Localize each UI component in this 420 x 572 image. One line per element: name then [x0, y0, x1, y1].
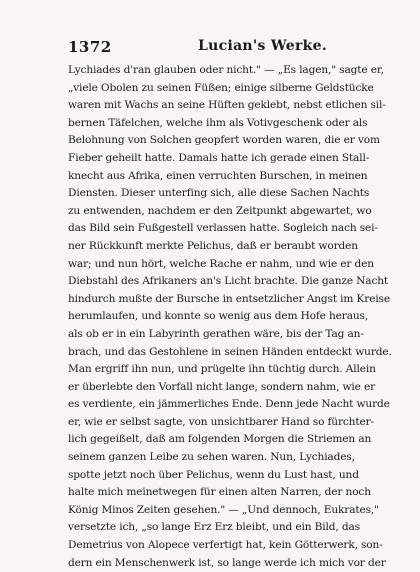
text-line: „viele Obolen zu seinen Füßen; einige silberne Geldstücke	[68, 81, 374, 94]
text-line: hindurch mußte der Bursche in entsetzlicher Angst im Kreise	[68, 292, 390, 305]
text-line: waren mit Wachs an seine Hüften geklebt, nebst etlichen sil-	[68, 99, 386, 112]
text-line: herumlaufen, und konnte so wenig aus dem Hofe heraus,	[68, 310, 369, 323]
text-line: er überlebte den Vorfall nicht lange, sondern nahm, wie er	[68, 380, 376, 393]
text-line: Demetrius von Alopece verfertigt hat, kein Götterwerk, son-	[68, 539, 383, 552]
text-line: Diensten. Dieser unterfing sich, alle diese Sachen Nachts	[68, 187, 370, 200]
text-line: war; und nun hört, welche Rache er nahm, und wie er den	[68, 257, 374, 270]
text-line: das Bild sein Fußgestell verlassen hatte. Sogleich nach sei-	[68, 222, 378, 235]
running-head: Lucian's Werke.	[198, 38, 328, 54]
text-line: es verdiente, ein jämmerliches Ende. Denn jede Nacht wurde	[68, 398, 390, 411]
text-line: König Minos Zeiten gesehen." — „Und dennoch, Eukrates,"	[68, 503, 379, 516]
text-line: knecht aus Afrika, einen verruchten Burschen, in meinen	[68, 169, 368, 182]
text-line: Lychiades d'ran glauben oder nicht." — „Es lagen," sagte er,	[68, 64, 384, 76]
text-line: dern ein Menschenwerk ist, so lange werde ich mich vor der	[68, 556, 386, 569]
text-line: seinem ganzen Leibe zu sehen waren. Nun, Lychiades,	[68, 451, 355, 464]
page-header	[68, 38, 410, 58]
text-line: spotte jetzt noch über Pelichus, wenn du Lust hast, und	[68, 468, 359, 481]
text-line: zu entwenden, nachdem er den Zeitpunkt abgewartet, wo	[68, 204, 372, 217]
body-text	[68, 62, 406, 572]
text-line: lich gegeißelt, daß am folgenden Morgen die Striemen an	[68, 433, 372, 446]
text-line: versetzte ich, „so lange Erz Erz bleibt, und ein Bild, das	[68, 521, 360, 534]
text-line: als ob er in ein Labyrinth gerathen wäre, bis der Tag an-	[68, 327, 364, 340]
text-line: brach, und das Gestohlene in seinen Händen entdeckt wurde.	[68, 345, 392, 358]
text-line: bernen Täfelchen, welche ihm als Votivgeschenk oder als	[68, 116, 368, 129]
text-line: Belohnung von Solchen geopfert worden waren, die er vom	[68, 134, 380, 147]
text-line: Diebstahl des Afrikaners an's Licht brachte. Die ganze Nacht	[68, 275, 389, 288]
text-line: halte mich meinetwegen für einen alten Narren, der noch	[68, 486, 371, 499]
page-number: 1372	[68, 38, 112, 56]
text-line: ner Rückkunft merkte Pelichus, daß er beraubt worden	[68, 239, 358, 252]
text-line: er, wie er selbst sagte, von unsichtbarer Hand so fürchter-	[68, 415, 374, 428]
text-line: Fieber geheilt hatte. Damals hatte ich gerade einen Stall-	[68, 151, 370, 164]
text-line: Man ergriff ihn nun, und prügelte ihn tüchtig durch. Allein	[68, 363, 376, 376]
